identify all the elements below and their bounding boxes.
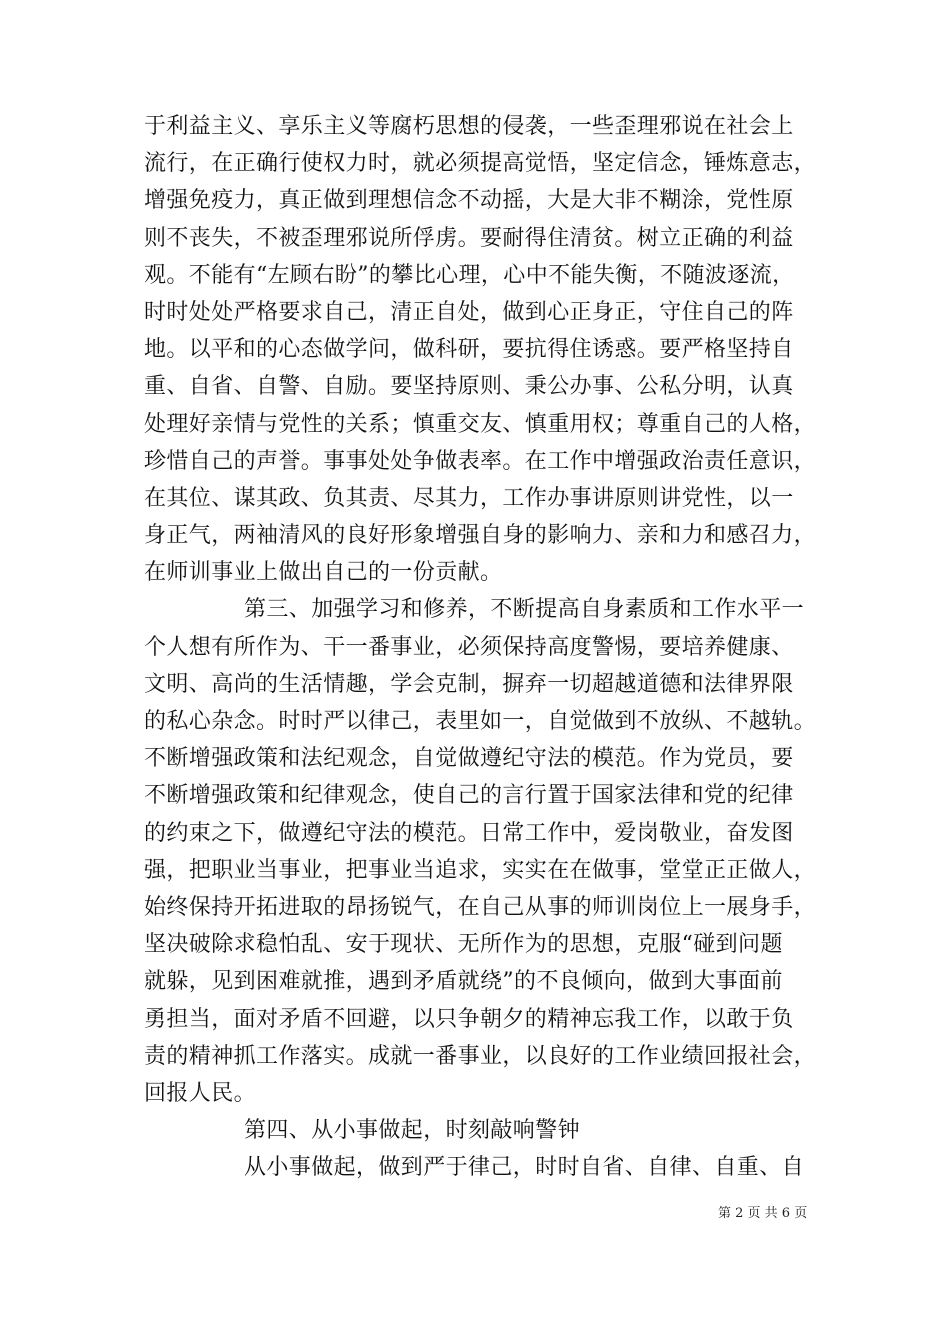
- text-line: 回报人民。: [144, 1080, 257, 1106]
- text-line: 重、自省、自警、自励。要坚持原则、秉公办事、公私分明，认真: [144, 374, 794, 400]
- text-line: 在其位、谋其政、负其责、尽其力，工作办事讲原则讲党性，以一: [144, 485, 794, 511]
- text-line: 珍惜自己的声誉。事事处处争做表率。在工作中增强政治责任意识，: [144, 448, 817, 474]
- text-line: 始终保持开拓进取的昂扬锐气，在自己从事的师训岗位上一展身手，: [144, 894, 817, 920]
- text-line: 流行，在正确行使权力时，就必须提高觉悟，坚定信念，锤炼意志，: [144, 151, 817, 177]
- text-line: 增强免疫力，真正做到理想信念不动摇，大是大非不糊涂，党性原: [144, 188, 794, 214]
- text-line: 在师训事业上做出自己的一份贡献。: [144, 560, 503, 586]
- text-line: 身正气，两袖清风的良好形象增强自身的影响力、亲和力和感召力，: [144, 523, 817, 549]
- text-line: 时时处处严格要求自己，清正自处，做到心正身正，守住自己的阵: [144, 299, 794, 325]
- text-line: 则不丧失，不被歪理邪说所俘虏。要耐得住清贫。树立正确的利益: [144, 225, 794, 251]
- body-text: [144, 108, 817, 1186]
- text-line: 强，把职业当事业，把事业当追求，实实在在做事，堂堂正正做人，: [144, 857, 817, 883]
- text-line: 的私心杂念。时时严以律己，表里如一，自觉做到不放纵、不越轨。: [144, 709, 817, 734]
- text-line: 就躲，见到困难就推，遇到矛盾就绕”的不良倾向，做到大事面前: [144, 969, 783, 995]
- text-line: 个人想有所作为、干一番事业，必须保持高度警惕，要培养健康、: [144, 634, 794, 660]
- text-line: 责的精神抓工作落实。成就一番事业，以良好的工作业绩回报社会，: [144, 1043, 817, 1069]
- section-heading-4: 第四、从小事做起，时刻敲响警钟: [244, 1118, 581, 1144]
- text-line: 文明、高尚的生活情趣，学会克制，摒弃一切超越道德和法律界限: [144, 671, 794, 697]
- text-line: 于利益主义、享乐主义等腐朽思想的侵袭，一些歪理邪说在社会上: [144, 114, 794, 139]
- section-heading-3: 第三、加强学习和修养，不断提高自身素质和工作水平一: [244, 597, 805, 623]
- text-line: 的约束之下，做遵纪守法的模范。日常工作中，爱岗敬业，奋发图: [144, 820, 794, 846]
- text-line: 坚决破除求稳怕乱、安于现状、无所作为的思想，克服“碰到问题: [144, 932, 783, 958]
- text-line: 不断增强政策和纪律观念，使自己的言行置于国家法律和党的纪律: [144, 783, 794, 809]
- page-number: 第 2 页 共 6 页: [718, 1206, 808, 1221]
- text-line: 从小事做起，做到严于律己，时时自省、自律、自重、自: [244, 1155, 805, 1181]
- text-line: 勇担当，面对矛盾不回避，以只争朝夕的精神忘我工作，以敢于负: [144, 1006, 794, 1032]
- text-line: 处理好亲情与党性的关系；慎重交友、慎重用权；尊重自己的人格，: [144, 411, 817, 437]
- text-line: 不断增强政策和法纪观念，自觉做遵纪守法的模范。作为党员，要: [144, 746, 794, 772]
- text-line: 地。以平和的心态做学问，做科研，要抗得住诱惑。要严格坚持自: [144, 337, 794, 363]
- text-line: 观。不能有“左顾右盼”的攀比心理，心中不能失衡，不随波逐流，: [144, 262, 795, 288]
